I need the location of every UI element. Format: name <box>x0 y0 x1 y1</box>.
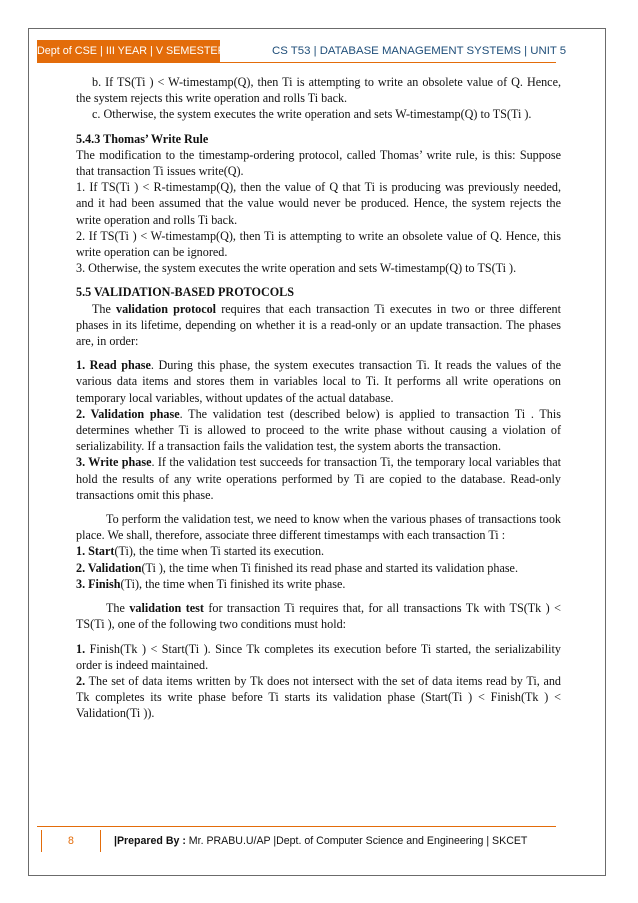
term: 1. <box>76 641 86 656</box>
text: requires that each transaction Ti executes in two or three different phases in its lifetime, depending on whether it is a read-only or an update transaction. The phases are, in order: <box>76 301 561 349</box>
text: . During this phase, the system executes transaction Ti. It reads the values of the various data items and stores them in variables local to Ti. It performs all write operations on temporary local variables, without updates of the actual database. <box>76 358 562 405</box>
header-course-title: CS T53 | DATABASE MANAGEMENT SYSTEMS | UNIT 5 <box>272 45 567 57</box>
term: 2. Validation <box>76 560 142 575</box>
term: 2. Validation phase <box>76 406 180 421</box>
header-divider <box>37 62 556 63</box>
paragraph <box>76 543 561 559</box>
footer-text: Mr. PRABU.U/AP |Dept. of Computer Science and Engineering | SKCET <box>185 835 528 847</box>
paragraph <box>76 301 561 350</box>
page-number: 8 <box>41 830 101 852</box>
footer-credit <box>114 830 527 852</box>
text: (Ti), the time when Ti started its execution. <box>114 544 325 559</box>
term: 1. Start <box>76 544 115 559</box>
paragraph <box>76 357 561 406</box>
text: The set of data items written by Tk does not intersect with the set of data items read by Ti, and Tk completes its write phase before Ti starts its validation phase (Start(Ti ) < Finish(Tk ) < Validation(Ti )). <box>76 673 561 721</box>
footer-divider <box>37 826 556 827</box>
paragraph <box>76 560 561 576</box>
text: (Ti), the time when Ti finished its write phase. <box>120 576 346 591</box>
text: . The validation test (described below) is applied to transaction Ti . This determines whether Ti is allowed to proceed to the write phase without causing a violation of serializability. If a transaction fails the validation test, the system aborts the transaction. <box>76 406 561 454</box>
text: . If the validation test succeeds for transaction Ti, the temporary local variables that hold the results of any write operations performed by Ti are copied to the database. Read-only transactions omit this phase. <box>76 455 561 502</box>
paragraph <box>76 600 561 632</box>
paragraph <box>76 673 561 722</box>
paragraph: To perform the validation test, we need to know when the various phases of transactions took place. We shall, therefore, associate three different timestamps with each transaction Ti : <box>76 512 561 543</box>
header-dept-label: Dept of CSE | III YEAR | V SEMESTER <box>37 40 220 62</box>
text: The <box>92 301 117 316</box>
section-heading: 5.5 VALIDATION-BASED PROTOCOLS <box>76 285 295 300</box>
text: Finish(Tk ) < Start(Ti ). Since Tk completes its execution before Ti started, the serializability order is indeed maintained. <box>76 641 561 672</box>
paragraph <box>76 641 561 673</box>
paragraph: 1. If TS(Ti ) < R-timestamp(Q), then the value of Q that Ti is producing was previously needed, and it had been assumed that the value would never be produced. Hence, the system rejects the write operation and rolls Ti back. <box>76 180 561 227</box>
paragraph: 3. Otherwise, the system executes the write operation and sets W-timestamp(Q) to TS(Ti ). <box>76 261 517 276</box>
term: 3. Write phase <box>76 455 152 470</box>
paragraph <box>76 576 561 592</box>
paragraph: c. Otherwise, the system executes the write operation and sets W-timestamp(Q) to TS(Ti ). <box>92 107 532 122</box>
page-content <box>76 74 561 722</box>
paragraph: The modification to the timestamp-ordering protocol, called Thomas’ write rule, is this: Suppose that transaction Ti issues write(Q). <box>76 147 561 179</box>
paragraph <box>76 406 561 455</box>
section-heading: 5.4.3 Thomas’ Write Rule <box>76 131 209 146</box>
paragraph: b. If TS(Ti ) < W-timestamp(Q), then Ti is attempting to write an obsolete value of Q. Hence, the system rejects this write operation and rolls Ti back. <box>76 75 561 106</box>
term: 3. Finish <box>76 576 121 591</box>
paragraph: 2. If TS(Ti ) < W-timestamp(Q), then Ti is attempting to write an obsolete value of Q. Hence, this write operation can be ignored. <box>76 228 561 260</box>
term: 2. <box>76 673 86 688</box>
term: 1. Read phase <box>76 358 151 373</box>
footer-label: |Prepared By : <box>114 835 186 847</box>
term: validation test <box>129 601 204 616</box>
term: validation protocol <box>116 301 217 316</box>
text: (Ti ), the time when Ti finished its read phase and started its validation phase. <box>141 560 518 575</box>
text: The <box>106 601 130 616</box>
paragraph <box>76 454 561 503</box>
text: for transaction Ti requires that, for all transactions Tk with TS(Tk ) < TS(Ti ), one of the following two conditions must hold: <box>76 601 561 632</box>
